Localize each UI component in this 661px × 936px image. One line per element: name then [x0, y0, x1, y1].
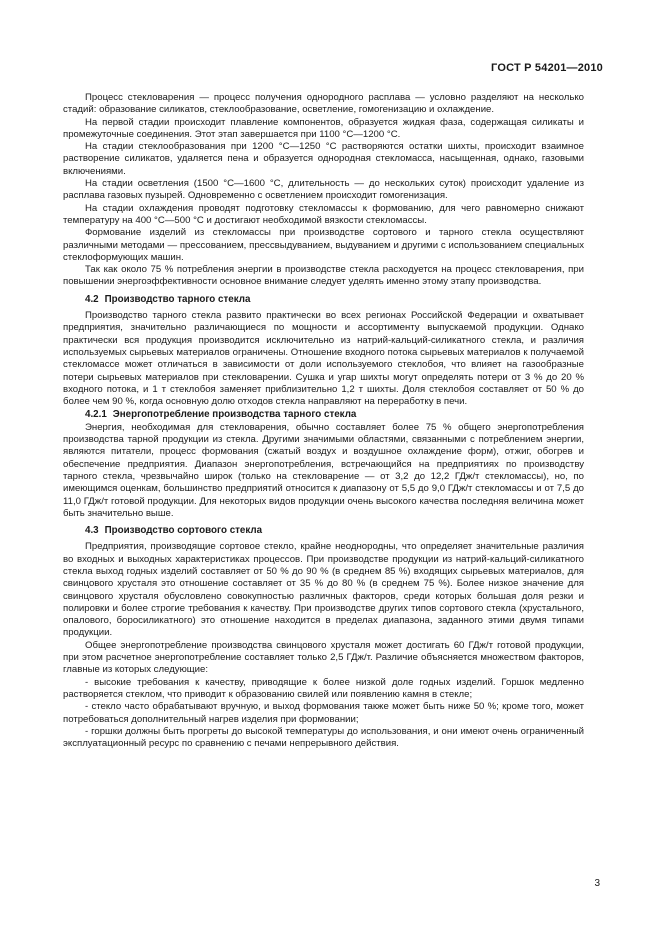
section-number: 4.2	[85, 293, 99, 305]
page-number: 3	[594, 878, 600, 889]
list-item: - высокие требования к качеству, приводящие к более низкой доле годных изделий. Горшок медленно растворяется стеклом, что приводит к образованию свилей или появлению камня в стекле;	[63, 676, 584, 700]
document-body	[63, 92, 584, 750]
paragraph: Предприятия, производящие сортовое стекло, крайне неоднородны, что определяет значительные различия во входных и выходных характеристиках процессов. При производстве продукции из натрий-кальций-силикатного стекла выход годных изделий составляет от 50 % до 90 % (в среднем 85 %) входящих сырьевых материалов, для свинцового хрусталя это отношение составляет от 35 % до 80 % (в среднем 75 %). Более низкое значение для свинцового хрусталя обусловлено совокупностью различных факторов, среди которых большая доля резки и полировки и более строгие требования к качеству. При производстве других типов сортового стекла (хрустального, опалового, боросиликатного) это отношение находится в пределах диапазона, заданного этими двумя типами продукции.	[63, 541, 584, 639]
section-title: Производство тарного стекла	[104, 293, 251, 305]
paragraph: Процесс стекловарения — процесс получения однородного расплава — условно разделяют на несколько стадий: образование силикатов, стеклообразование, осветление, гомогенизацию и охлаждение.	[63, 92, 584, 116]
paragraph: Производство тарного стекла развито практически во всех регионах Российской Федерации и охватывает предприятия, значительно различающиеся по мощности и ассортименту выпускаемой продукции. Однако практически вся продукция производится исключительно из натрий-кальций-силикатного стекла, и различия используемых сырьевых материалов ограничены. Отношение входного потока сырьевых материалов к получаемой стекломассе может отличаться в зависимости от доли используемого стеклобоя, что влияет на газообразные потери сырьевых материалов при стекловарении. Сушка и угар шихты могут определять потери от 3 % до 20 % входного потока, и 1 т стеклобоя заменяет приблизительно 1,2 т шихты. Доля стеклобоя составляет от 50 % до более чем 90 %, когда основную долю отходов стекла направляют на переработку в печи.	[63, 310, 584, 408]
paragraph: Общее энергопотребление производства свинцового хрусталя может достигать 60 ГДж/т готовой продукции, при этом расчетное энергопотребление составляет только 2,5 ГДж/т. Различие объясняется множеством факторов, главные из которых следующие:	[63, 639, 584, 676]
paragraph: На стадии осветления (1500 °С—1600 °С, длительность — до нескольких суток) происходит удаление из расплава газовых пузырей. Одновременно с осветлением происходит гомогенизация.	[63, 178, 584, 202]
list-item: - стекло часто обрабатывают вручную, и выход формования также может быть ниже 50 %; кроме того, может потребоваться дополнительный нагрев изделия при формовании;	[63, 701, 584, 725]
section-heading-4-2	[63, 294, 584, 306]
section-title: Энергопотребление производства тарного стекла	[112, 409, 357, 421]
section-number: 4.2.1	[85, 409, 107, 421]
paragraph: Так как около 75 % потребления энергии в производстве стекла расходуется на процесс стекловарения, при повышении энергоэффективности основное внимание следует уделять именно этому этапу производства.	[63, 264, 584, 288]
section-title: Производство сортового стекла	[104, 525, 263, 537]
section-heading-4-2-1	[63, 409, 584, 421]
paragraph: На первой стадии происходит плавление компонентов, образуется жидкая фаза, содержащая силикаты и промежуточные соединения. Этот этап завершается при 1100 °С—1200 °С.	[63, 116, 584, 140]
list-item: - горшки должны быть прогреты до высокой температуры до использования, и они имеют очень ограниченный эксплуатационный ресурс по сравнению с печами непрерывного действия.	[63, 725, 584, 750]
paragraph: Энергия, необходимая для стекловарения, обычно составляет более 75 % общего энергопотребления производства тарной продукции из стекла. Другими значимыми областями, связанными с потреблением энергии, являются питатели, процесс формования (сжатый воздух и воздушное охлаждение форм), отжиг, обогрев и обеспечение предприятия. Диапазон энергопотребления, встречающийся на предприятиях по производству тарного стекла, чрезвычайно широк (только на стекловарение — от 3,2 до 12,2 ГДж/т стекломассы), но, по имеющимся оценкам, большинство предприятий относится к диапазону от 5,5 до 9,0 ГДж/т стекломассы и от 7,5 до 11,0 ГДж/т готовой продукции. Для некоторых видов продукции очень высокого качества последняя величина может быть значительно выше.	[63, 421, 584, 519]
section-heading-4-3	[63, 525, 584, 537]
document-id-header: ГОСТ Р 54201—2010	[491, 62, 603, 74]
paragraph: Формование изделий из стекломассы при производстве сортового и тарного стекла осуществляют различными методами — прессованием, прессвыдуванием, выдуванием и другими с использованием специальных стеклоформующих машин.	[63, 227, 584, 263]
section-number: 4.3	[85, 525, 99, 537]
paragraph: На стадии стеклообразования при 1200 °С—1250 °С растворяются остатки шихты, происходит взаимное растворение силикатов, удаляется пена и образуется однородная стекломасса, насыщенная, однако, газовыми включениями.	[63, 141, 584, 177]
paragraph: На стадии охлаждения проводят подготовку стекломассы к формованию, для чего равномерно снижают температуру на 400 °С—500 °С и достигают необходимой вязкости стекломассы.	[63, 202, 584, 226]
